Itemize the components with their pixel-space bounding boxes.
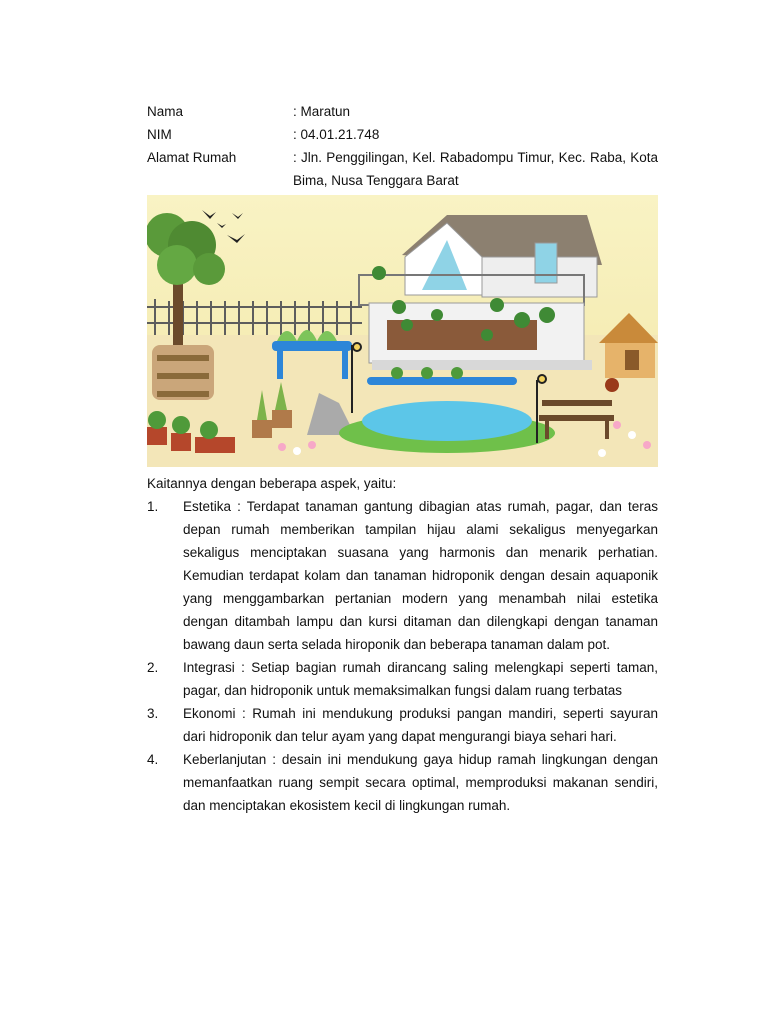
illustration-svg: [147, 195, 658, 467]
info-label: Alamat Rumah: [147, 150, 237, 165]
info-row-name: [147, 100, 658, 123]
info-row-address: [147, 146, 658, 192]
info-row-nim: [147, 123, 658, 146]
list-number: 3.: [147, 706, 159, 721]
info-value: : 04.01.21.748: [293, 127, 380, 142]
list-text: Keberlanjutan : desain ini mendukung gaya hidup ramah lingkungan dengan memanfaatkan ruang sempit secara optimal, memproduksi makanan sendiri, dan menciptakan ekosistem kecil di lingkungan rumah.: [183, 752, 658, 813]
aspect-list: [147, 495, 658, 817]
list-item: [147, 656, 658, 702]
list-item: [147, 748, 658, 817]
list-number: 1.: [147, 499, 159, 514]
list-text: Ekonomi : Rumah ini mendukung produksi pangan mandiri, seperti sayuran dari hidroponik dan telur ayam yang dapat mengurangi biaya sehari hari.: [183, 706, 658, 744]
info-value: : Jln. Penggilingan, Kel. Rabadompu Timur, Kec. Raba, Kota Bima, Nusa Tenggara Barat: [293, 150, 658, 188]
info-label: NIM: [147, 127, 172, 142]
list-item: [147, 702, 658, 748]
list-text: Integrasi : Setiap bagian rumah dirancang saling melengkapi seperti taman, pagar, dan hidroponik untuk memaksimalkan fungsi dalam ruang terbatas: [183, 660, 658, 698]
intro-text: Kaitannya dengan beberapa aspek, yaitu:: [147, 476, 397, 491]
wall-planters: [152, 345, 214, 400]
info-value: : Maratun: [293, 104, 351, 119]
house-garden-illustration: [147, 195, 658, 467]
list-number: 2.: [147, 660, 159, 675]
student-info: [147, 100, 658, 192]
list-number: 4.: [147, 752, 159, 767]
info-label: Nama: [147, 104, 184, 119]
list-text: Estetika : Terdapat tanaman gantung dibagian atas rumah, pagar, dan teras depan rumah memberikan tampilan hijau alami sekaligus menyegarkan sekaligus menciptakan suasana yang harmonis dan menarik perhatian. Kemudian terdapat kolam dan tanaman hidroponik dengan desain aquaponik yang menggambarkan pertanian modern yang menambah nilai estetika dengan ditambah lampu dan kursi ditaman dan dilengkapi dengan tanaman bawang daun serta selada hiroponik dan beberapa tanaman dalam pot.: [183, 499, 658, 652]
list-item: [147, 495, 658, 656]
